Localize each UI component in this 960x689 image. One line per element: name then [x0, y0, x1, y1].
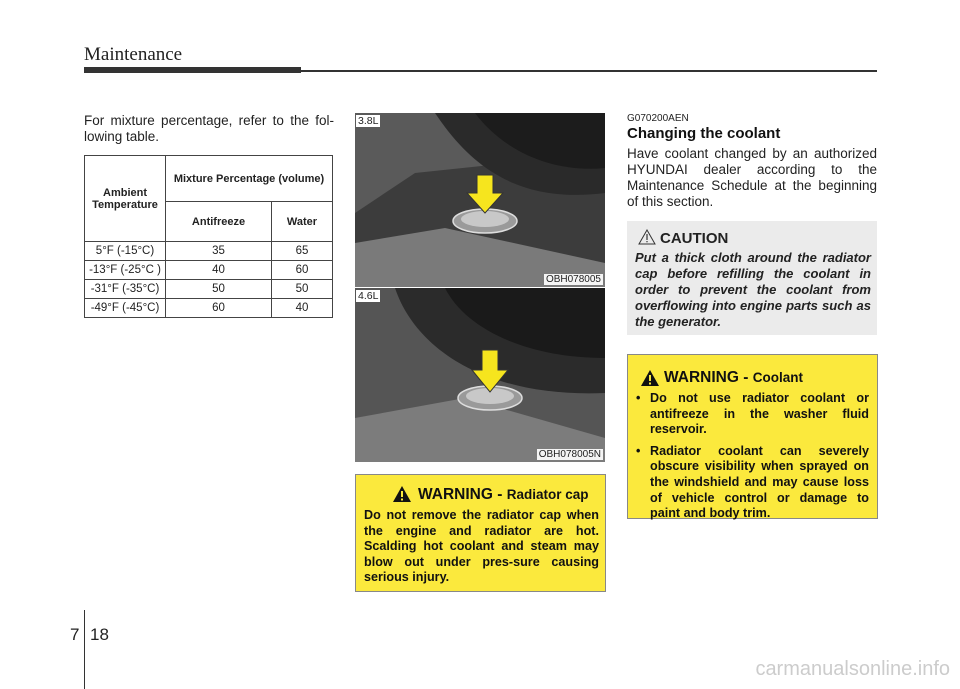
- caution-text: Put a thick cloth around the radiator cap before refilling the coolant in order to prevent the coolant from overflowing into engine parts such as the generator.: [635, 250, 871, 329]
- photo-code: OBH078005: [545, 274, 601, 285]
- warning-title: [418, 486, 588, 504]
- photo-label: 3.8L: [358, 115, 379, 127]
- warning-title-prefix: WARNING -: [418, 486, 503, 503]
- col-ambient-temperature: Ambient Temperature: [85, 156, 166, 242]
- section-title: Changing the coolant: [627, 125, 781, 142]
- cell-water: 60: [272, 261, 333, 280]
- warning-icon: [640, 369, 660, 392]
- table-row: [85, 299, 333, 318]
- cell-temp: -31°F (-35°C): [85, 280, 166, 299]
- intro-text: For mixture percentage, refer to the fol-lowing table.: [84, 113, 334, 144]
- radiator-cap-illustration: [355, 113, 605, 287]
- mixture-table: [84, 155, 333, 318]
- warning-subtitle: Radiator cap: [506, 487, 589, 502]
- cell-antifreeze: 60: [166, 299, 272, 318]
- cell-antifreeze: 40: [166, 261, 272, 280]
- col-antifreeze: Antifreeze: [166, 202, 272, 242]
- cell-antifreeze: 35: [166, 242, 272, 261]
- caution-icon: [638, 229, 656, 250]
- header-bar: [84, 67, 301, 73]
- warning-icon: [392, 485, 412, 508]
- photo-label: 4.6L: [358, 290, 379, 302]
- col-water: Water: [272, 202, 333, 242]
- warning-radiator-text: Do not remove the radiator cap when the engine and radiator are hot. Scalding hot coolant and steam may blow out under pres-sure causing serious injury.: [364, 508, 599, 585]
- warning-coolant-box: [627, 354, 878, 519]
- watermark: carmanualsonline.info: [755, 658, 950, 680]
- cell-water: 65: [272, 242, 333, 261]
- warning-title-prefix: WARNING -: [664, 369, 749, 386]
- cell-temp: -13°F (-25°C ): [85, 261, 166, 280]
- cell-temp: 5°F (-15°C): [85, 242, 166, 261]
- col-mixture-percentage: Mixture Percentage (volume): [166, 156, 333, 202]
- list-item: • Do not use radiator coolant or antifreeze in the washer fluid reservoir.: [634, 391, 869, 438]
- section-text: Have coolant changed by an authorized HYUNDAI dealer according to the Maintenance Schedule at the beginning of this section.: [627, 146, 877, 209]
- chapter-number: 7: [70, 625, 80, 644]
- section-code: G070200AEN: [627, 113, 689, 124]
- header-rule: [301, 70, 877, 72]
- warning-title: [664, 369, 803, 387]
- table-row: [85, 261, 333, 280]
- warning-radiator-cap-box: [355, 474, 606, 592]
- engine-photo-3-8l: [355, 113, 605, 287]
- table-row: [85, 242, 333, 261]
- cell-temp: -49°F (-45°C): [85, 299, 166, 318]
- list-item: • Radiator coolant can severely obscure visibility when sprayed on the windshield and may cause loss of vehicle control or damage to paint and body trim.: [634, 444, 869, 522]
- cell-antifreeze: 50: [166, 280, 272, 299]
- warning-coolant-list: [634, 391, 869, 528]
- warning-subtitle: Coolant: [752, 370, 803, 385]
- photo-code: OBH078005N: [538, 449, 601, 460]
- page-header-title: Maintenance: [84, 44, 183, 65]
- caution-title: CAUTION: [660, 230, 729, 247]
- page-number: 18: [90, 625, 109, 644]
- cell-water: 40: [272, 299, 333, 318]
- cell-water: 50: [272, 280, 333, 299]
- table-row: [85, 280, 333, 299]
- radiator-cap-illustration: [355, 288, 605, 462]
- engine-photo-4-6l: [355, 288, 605, 462]
- footer-divider: [84, 610, 85, 689]
